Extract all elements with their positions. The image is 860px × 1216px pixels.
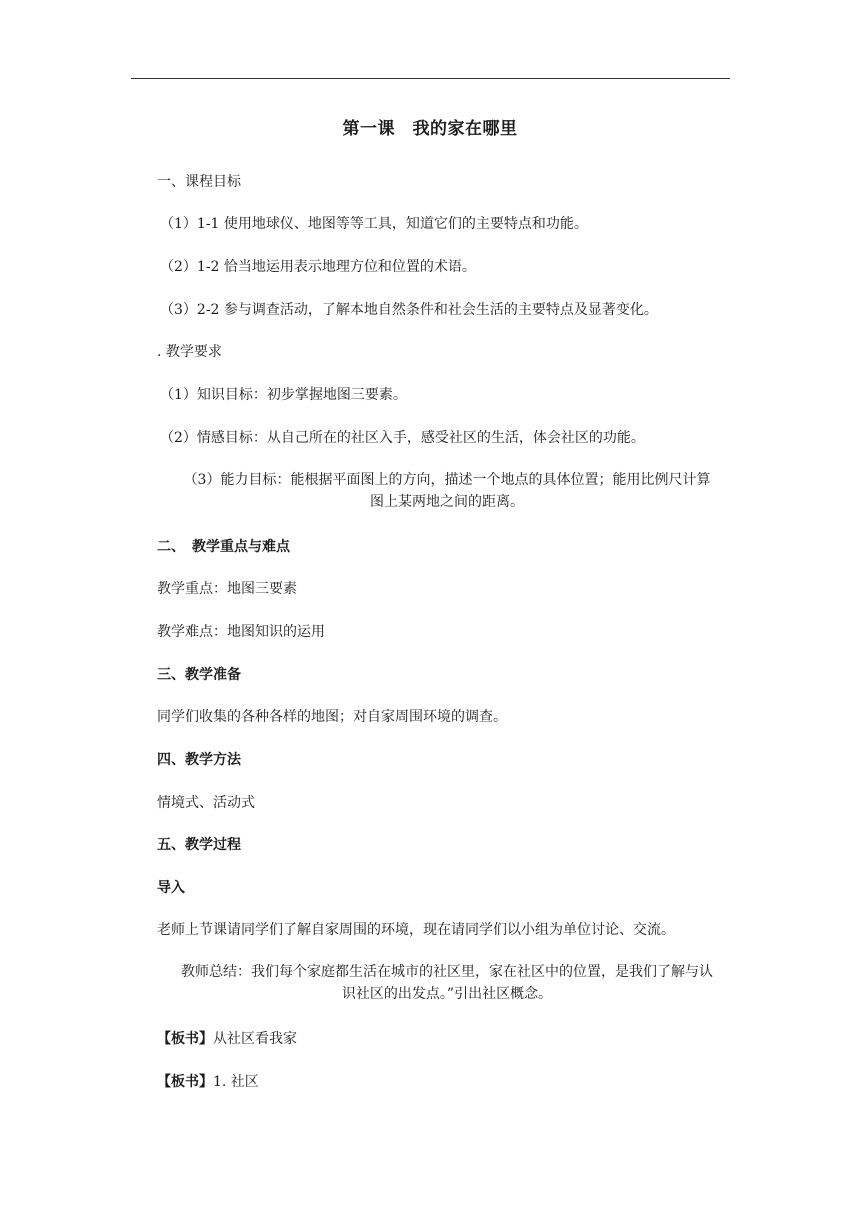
course-goal-item-1: （1）1-1 使用地球仪、地图等等工具，知道它们的主要特点和功能。 — [160, 216, 588, 232]
methods-text: 情境式、活动式 — [157, 795, 255, 811]
board-note-1-text: 从社区看我家 — [213, 1031, 297, 1047]
section-heading-preparation: 三、教学准备 — [157, 667, 241, 683]
page-title: 第一课 我的家在哪里 — [342, 119, 518, 139]
section-heading-requirements: . 教学要求 — [157, 344, 222, 360]
requirement-item-1: （1）知识目标：初步掌握地图三要素。 — [160, 387, 407, 403]
board-note-2-tag: 【板书】 — [157, 1074, 213, 1090]
intro-heading: 导入 — [157, 880, 185, 896]
teacher-summary-line-2: 识社区的出发点。”引出社区概念。 — [341, 986, 553, 1002]
difficult-point-text: 教学难点：地图知识的运用 — [157, 624, 325, 640]
teacher-summary — [157, 961, 737, 1005]
board-note-1-tag: 【板书】 — [157, 1031, 213, 1047]
board-note-1 — [157, 1030, 297, 1048]
section-heading-key-points: 二、 教学重点与难点 — [157, 539, 290, 555]
teacher-summary-line-1: 教师总结：我们每个家庭都生活在城市的社区里，家在社区中的位置，是我们了解与认 — [181, 964, 713, 980]
course-goal-item-3: （3）2-2 参与调查活动，了解本地自然条件和社会生活的主要特点及显著变化。 — [160, 302, 658, 318]
board-note-2 — [157, 1073, 259, 1091]
intro-text: 老师上节课请同学们了解自家周围的环境，现在请同学们以小组为单位讨论、交流。 — [157, 922, 675, 938]
header-rule — [131, 78, 730, 79]
requirement-item-3 — [157, 469, 737, 513]
requirement-item-3-line-1: （3）能力目标：能根据平面图上的方向，描述一个地点的具体位置；能用比例尺计算 — [183, 472, 711, 488]
section-heading-methods: 四、教学方法 — [157, 752, 241, 768]
preparation-text: 同学们收集的各种各样的地图；对自家周围环境的调查。 — [157, 709, 507, 725]
board-note-2-text: 1. 社区 — [213, 1074, 259, 1090]
key-point-text: 教学重点：地图三要素 — [157, 581, 297, 597]
course-goal-item-2: （2）1-2 恰当地运用表示地理方位和位置的术语。 — [160, 259, 476, 275]
requirement-item-3-line-2: 图上某两地之间的距离。 — [370, 494, 524, 510]
section-heading-process: 五、教学过程 — [157, 837, 241, 853]
section-heading-course-goals: 一、课程目标 — [157, 174, 241, 190]
requirement-item-2: （2）情感目标：从自己所在的社区入手，感受社区的生活，体会社区的功能。 — [160, 430, 645, 446]
